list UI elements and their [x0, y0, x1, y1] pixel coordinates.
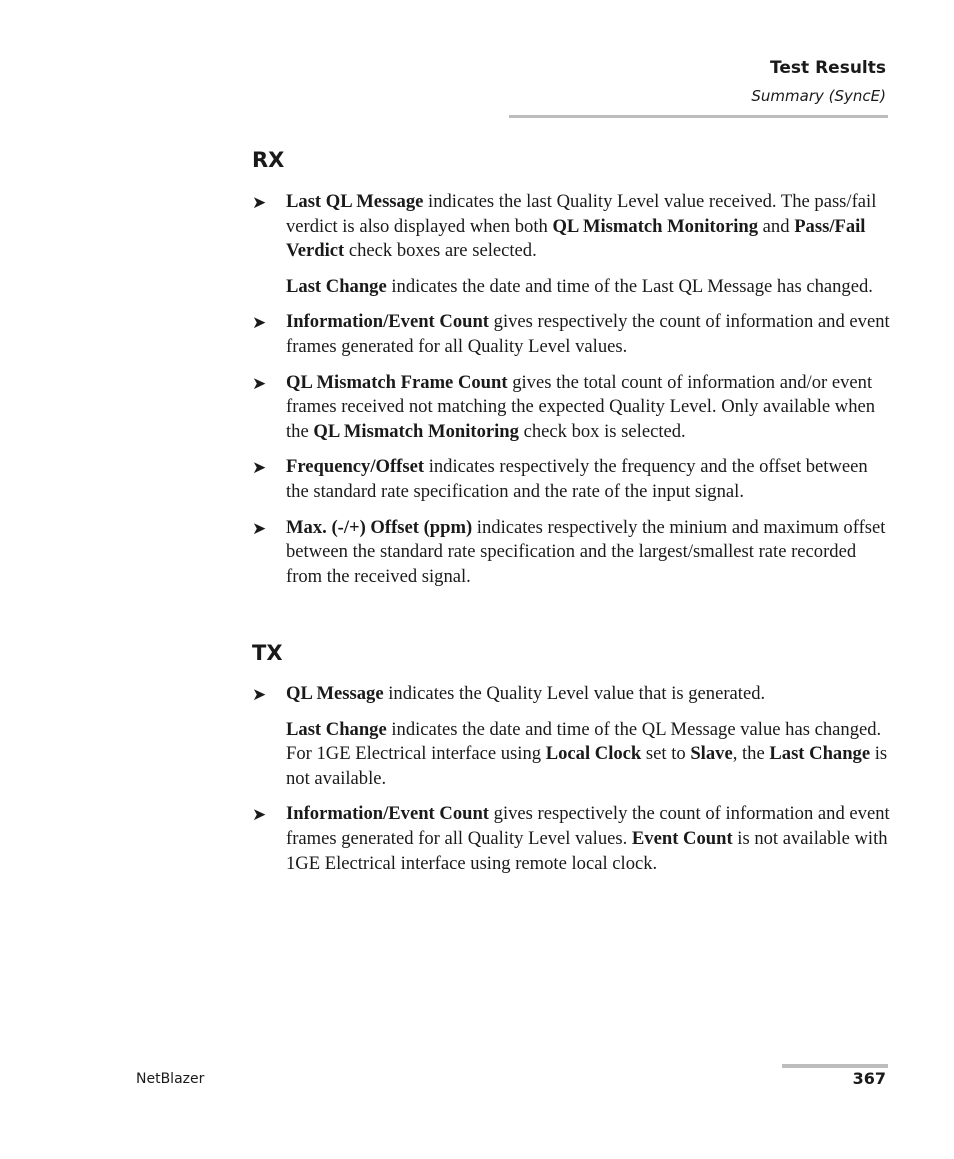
tx-heading: TX	[252, 641, 283, 665]
bold-term: Information/Event Count	[286, 803, 489, 825]
text-run: gives respectively the count of information and event frames generated for all Quality Level values.	[286, 803, 890, 849]
bold-term: Max. (-/+) Offset (ppm)	[286, 516, 473, 538]
text-run: is not available.	[286, 743, 888, 789]
tx-item-list	[252, 682, 892, 876]
bullet-arrow-icon: ➤	[252, 685, 267, 705]
list-item	[252, 310, 892, 359]
bold-term: Pass/Fail Verdict	[286, 215, 866, 262]
text-run: is not available with 1GE Electrical interface using remote local clock.	[286, 827, 888, 874]
item-paragraph	[286, 371, 892, 445]
bullet-arrow-icon: ➤	[252, 518, 267, 539]
bullet-arrow-icon: ➤	[252, 373, 267, 394]
bold-term: Event Count	[631, 827, 733, 849]
item-paragraph	[286, 682, 892, 707]
tx-section	[252, 639, 892, 887]
running-header-title: Test Results	[770, 58, 886, 78]
page-number: 367	[852, 1069, 886, 1088]
bold-term: QL Message	[286, 683, 384, 704]
bullet-arrow-icon: ➤	[252, 193, 267, 213]
footer-product-name: NetBlazer	[136, 1071, 205, 1087]
text-run: gives the total count of information and/or event frames received not matching the expected Quality Level. Only available when the	[286, 371, 876, 442]
item-paragraph	[286, 455, 892, 504]
list-item	[252, 455, 892, 504]
list-item	[252, 190, 892, 299]
bold-term: Slave	[690, 743, 733, 765]
header-rule	[509, 115, 888, 118]
text-run: gives respectively the count of information and event frames generated for all Quality Level values.	[286, 311, 890, 357]
text-run: indicates the last Quality Level value received. The pass/fail verdict is also displayed when both	[286, 191, 877, 237]
item-paragraph	[286, 516, 892, 590]
bullet-arrow-icon: ➤	[252, 458, 267, 479]
bold-term: Information/Event Count	[286, 311, 489, 333]
bullet-arrow-icon: ➤	[252, 313, 267, 334]
bold-term: Local Clock	[545, 743, 642, 765]
text-run: indicates the date and time of the QL Message value has changed. For 1GE Electrical interface using	[286, 718, 882, 765]
text-run: indicates the Quality Level value that is generated.	[383, 683, 766, 704]
bold-term: Last QL Message	[286, 191, 424, 212]
text-run: check boxes are selected.	[344, 240, 537, 262]
rx-heading: RX	[252, 148, 285, 172]
running-header-subtitle: Summary (SyncE)	[751, 87, 886, 105]
bullet-arrow-icon: ➤	[252, 805, 267, 826]
text-run: set to	[641, 743, 691, 765]
footer-rule	[782, 1064, 888, 1068]
item-paragraph	[286, 310, 892, 359]
item-paragraph	[286, 718, 892, 792]
bold-term: Last Change	[286, 718, 387, 740]
item-paragraph	[286, 190, 892, 264]
text-run: indicates respectively the frequency and the offset between the standard rate specification and the rate of the input signal.	[286, 456, 868, 502]
text-run: and	[758, 215, 795, 237]
item-paragraph	[286, 275, 892, 300]
bold-term: QL Mismatch Monitoring	[552, 215, 759, 237]
rx-section	[252, 146, 892, 600]
list-item	[252, 682, 892, 791]
bold-term: Last Change	[286, 275, 387, 297]
bold-term: QL Mismatch Frame Count	[286, 371, 508, 393]
text-run: check box is selected.	[518, 420, 686, 442]
list-item	[252, 516, 892, 590]
item-paragraph	[286, 802, 892, 876]
text-run: , the	[732, 743, 770, 765]
list-item	[252, 371, 892, 445]
bold-term: QL Mismatch Monitoring	[313, 420, 519, 442]
text-run: indicates the date and time of the Last QL Message has changed.	[386, 275, 873, 297]
bold-term: Last Change	[769, 743, 871, 765]
bold-term: Frequency/Offset	[286, 456, 425, 478]
rx-item-list	[252, 190, 892, 589]
list-item	[252, 802, 892, 876]
text-run: indicates respectively the minium and maximum offset between the standard rate specification and the largest/smallest rate recorded from the received signal.	[286, 516, 886, 587]
